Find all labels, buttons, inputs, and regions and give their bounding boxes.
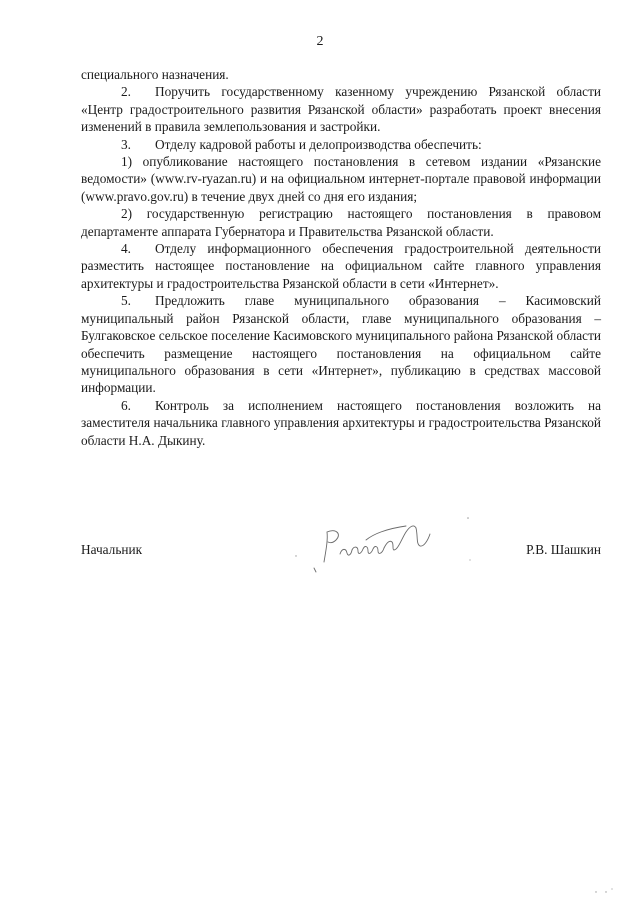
paragraph-number: 5. — [121, 293, 131, 309]
paragraph-text: Предложить главе муниципального образования – Касимовский муниципальный район Рязанской области, главе муниципального образования – Булгаковское сельское поселение Касимовского муниципального района Рязанской области обеспечить размещение настоящего постановления на официальном сайте муниципального образования в сети «Интернет», публикацию в средствах массовой информации. — [81, 293, 601, 396]
paragraph-text: Отделу кадровой работы и делопроизводства обеспечить: — [155, 136, 482, 152]
document-body — [81, 66, 601, 449]
intro-line: специального назначения. — [81, 67, 229, 82]
paragraph-text: Контроль за исполнением настоящего постановления возложить на заместителя начальника главного управления архитектуры и градостроительства Рязанской области Н.А. Дыкину. — [81, 397, 601, 448]
handwritten-signature-icon — [306, 510, 466, 580]
paragraph-number: 6. — [121, 397, 131, 413]
paragraph-number: 2. — [121, 84, 131, 100]
paragraph-number: 3. — [121, 136, 131, 152]
signatory-name: Р.В. Шашкин — [526, 542, 601, 557]
paragraph-4 — [81, 240, 601, 292]
subparagraph-3-1: 1) опубликование настоящего постановления в сетевом издании «Рязанские ведомости» (www.rv-ryazan.ru) и на официальном интернет-портале правовой информации (www.pravo.gov.ru) в течение двух дней со дня его издания; — [81, 154, 601, 204]
signatory-title: Начальник — [81, 542, 143, 557]
paragraph-5 — [81, 292, 601, 396]
paragraph-text: Отделу информационного обеспечения градостроительной деятельности разместить настоящее постановление на официальном сайте главного управления архитектуры и градостроительства Рязанской области в сети «Интернет». — [81, 241, 601, 291]
paragraph-6 — [81, 397, 601, 449]
paragraph-text: Поручить государственному казенному учреждению Рязанской области «Центр градостроительного развития Рязанской области» разработать проект внесения изменений в правила землепользования и застройки. — [81, 84, 601, 135]
paragraph-number: 4. — [121, 241, 131, 257]
page-number: 2 — [316, 34, 324, 49]
paragraph-2 — [81, 83, 601, 135]
subparagraph-3-2: 2) государственную регистрацию настоящего постановления в правовом департаменте аппарата Губернатора и Правительства Рязанской области. — [81, 206, 601, 239]
paragraph-3 — [81, 136, 601, 153]
signature-block — [81, 540, 601, 570]
